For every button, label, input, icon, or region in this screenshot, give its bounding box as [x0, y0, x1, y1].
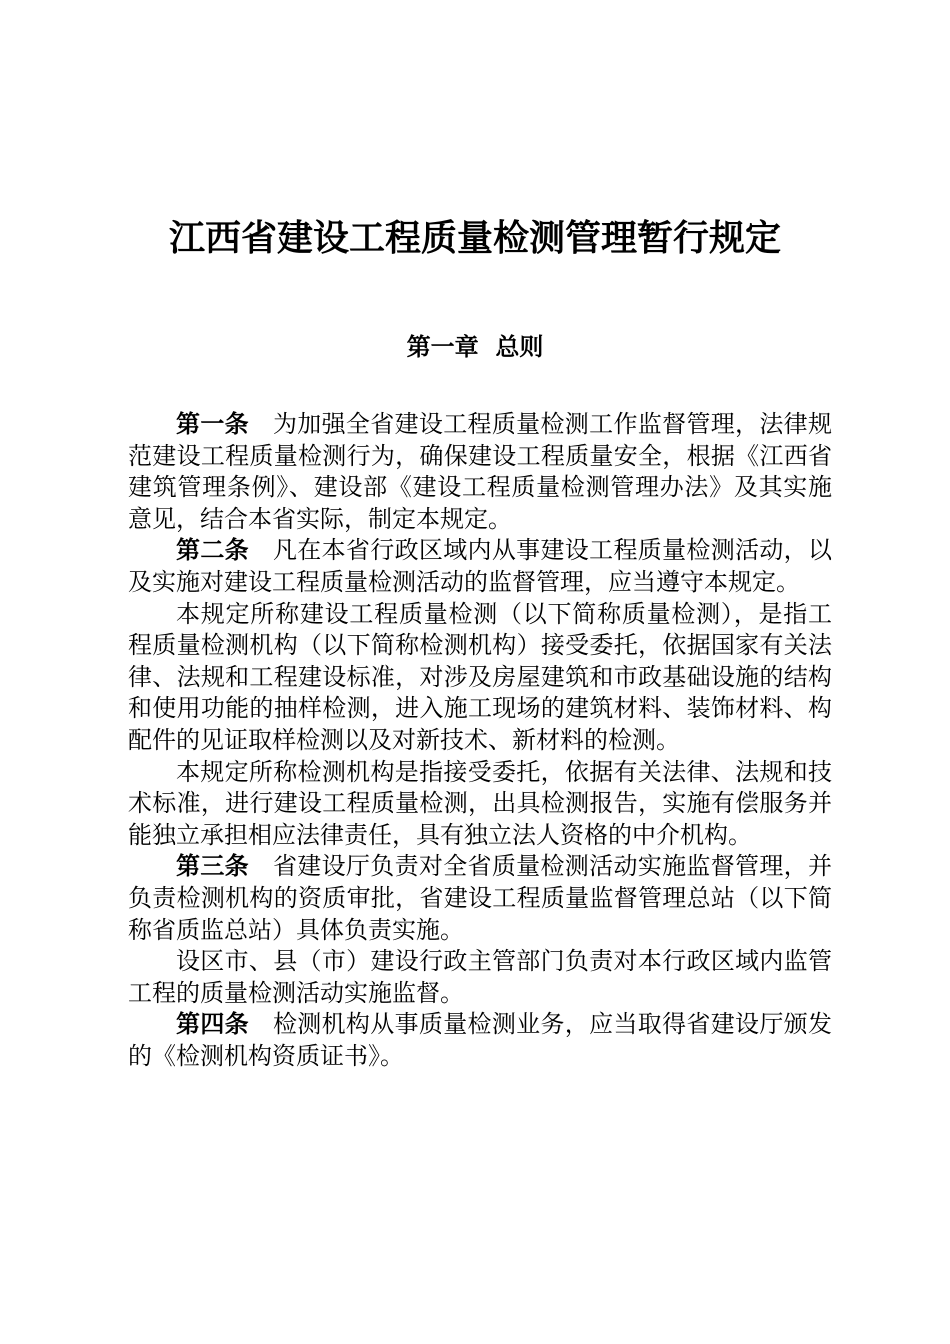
paragraph-text: 本规定所称建设工程质量检测（以下简称质量检测），是指工程质量检测机构（以下简称检测机构）接受委托，依据国家有关法律、法规和工程建设标准，对涉及房屋建筑和市政基础设施的结构和使用功能的抽样检测，进入施工现场的建筑材料、装饰材料、构配件的见证取样检测以及对新技术、新材料的检测。	[128, 599, 832, 754]
article-text: 为加强全省建设工程质量检测工作监督管理，法律规范建设工程质量检测行为，确保建设工程质量安全，根据《江西省建筑管理条例》、建设部《建设工程质量检测管理办法》及其实施意见，结合本省实际，制定本规定。	[128, 410, 833, 533]
article-label: 第一条	[176, 410, 249, 438]
paragraph-text: 设区市、县（市）建设行政主管部门负责对本行政区域内监管工程的质量检测活动实施监督。	[128, 947, 832, 1007]
article-2-paragraph	[128, 535, 832, 598]
article-label: 第二条	[176, 536, 249, 565]
article-text: 省建设厅负责对全省质量检测活动实施监督管理，并负责检测机构的资质审批，省建设工程质量监督管理总站（以下简称省质监总站）具体负责实施。	[128, 852, 833, 944]
article-3-paragraph	[128, 851, 832, 946]
article-3-local-paragraph	[128, 946, 832, 1009]
article-text: 检测机构从事质量检测业务，应当取得省建设厅颁发的《检测机构资质证书》。	[128, 1010, 833, 1070]
article-2-definition-paragraph	[128, 599, 832, 757]
article-4-paragraph	[128, 1009, 832, 1072]
document-body	[128, 409, 832, 1072]
paragraph-text: 本规定所称检测机构是指接受委托，依据有关法律、法规和技术标准，进行建设工程质量检测，出具检测报告，实施有偿服务并能独立承担相应法律责任，具有独立法人资格的中介机构。	[128, 757, 832, 849]
chapter-heading: 第一章 总则	[406, 333, 544, 361]
article-text: 凡在本省行政区域内从事建设工程质量检测活动，以及实施对建设工程质量检测活动的监督管理，应当遵守本规定。	[128, 536, 833, 596]
article-1-paragraph	[128, 409, 832, 535]
article-label: 第三条	[176, 852, 249, 881]
article-label: 第四条	[176, 1010, 249, 1039]
document-title: 江西省建设工程质量检测管理暂行规定	[168, 217, 781, 259]
article-2-agency-paragraph	[128, 757, 832, 852]
